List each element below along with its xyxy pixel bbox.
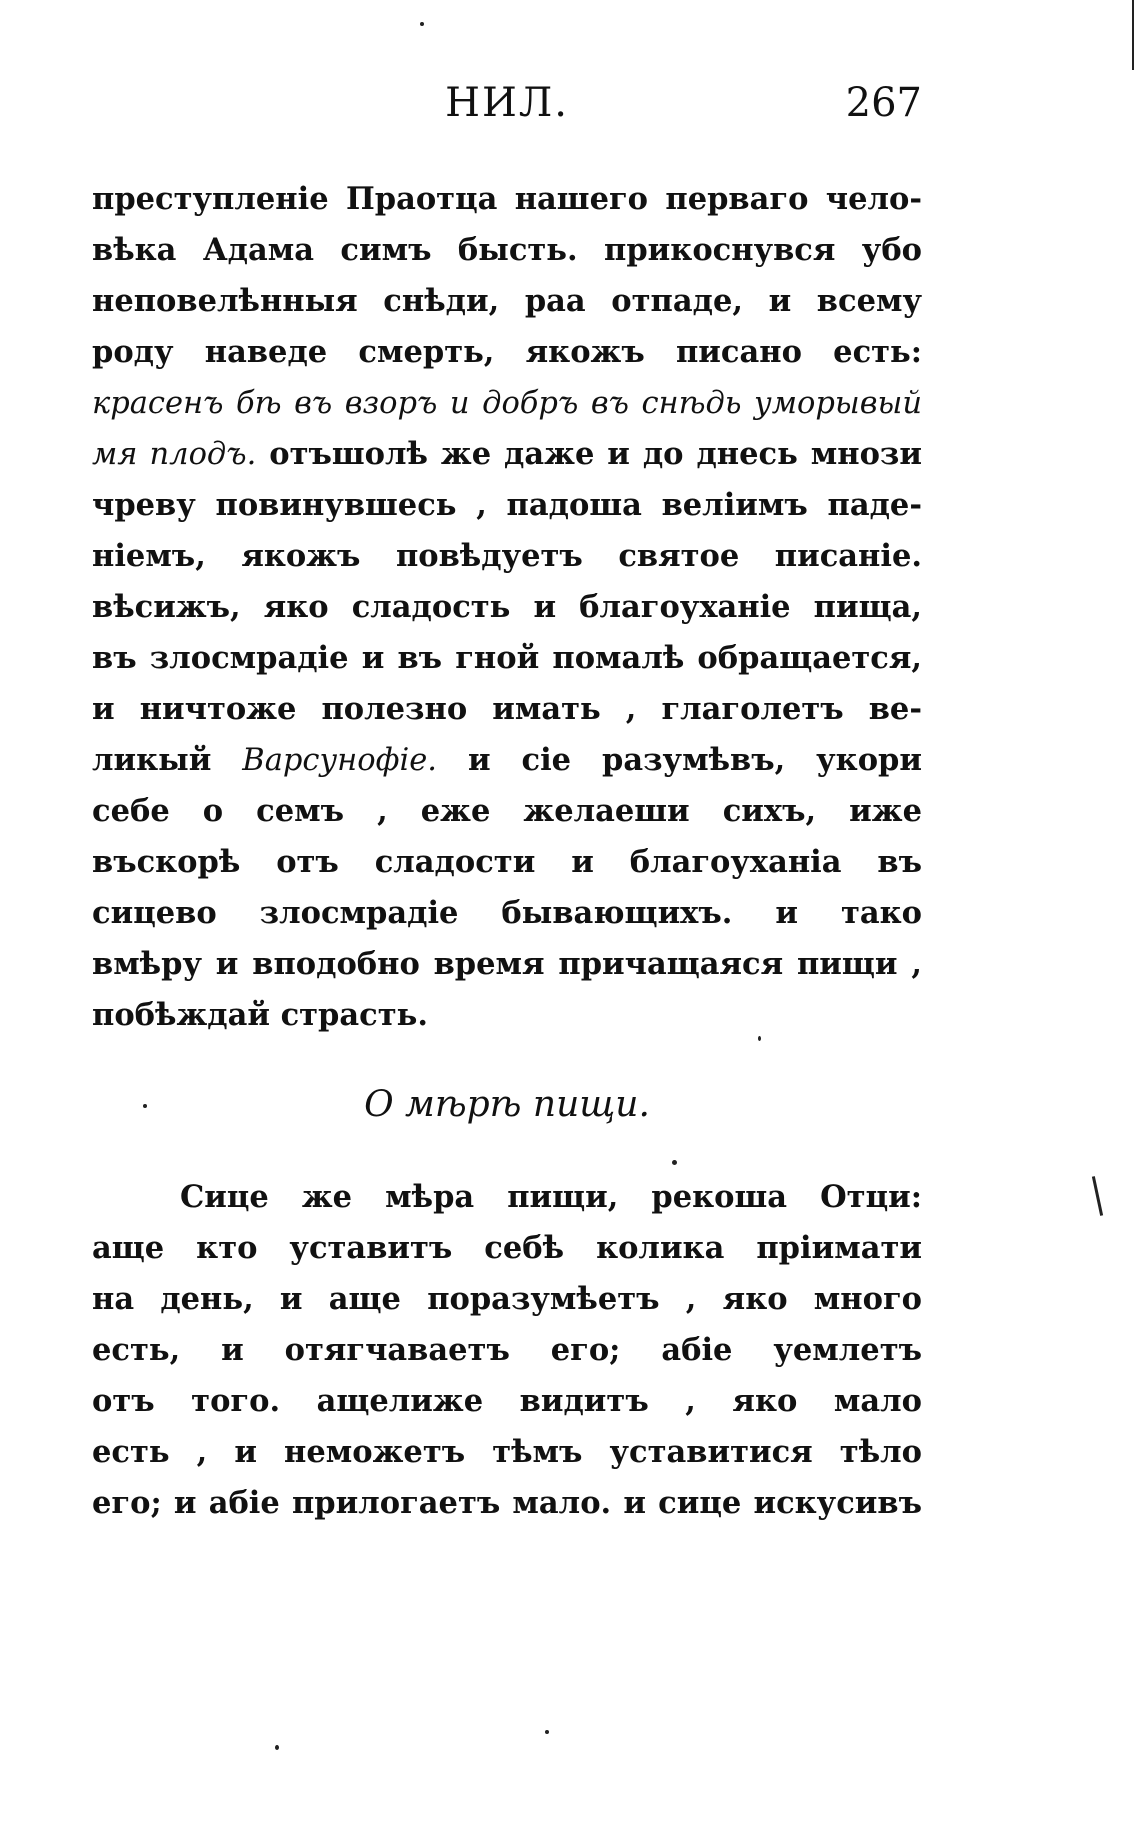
text-span: ликый bbox=[92, 742, 243, 778]
text-line bbox=[92, 429, 922, 480]
text-line: роду наведе смерть, якожъ писано есть: bbox=[92, 334, 922, 370]
text-span: и сіе разумѣвъ, укори bbox=[437, 742, 922, 778]
scan-speck bbox=[420, 22, 424, 26]
paragraph-2 bbox=[92, 1172, 922, 1529]
italic-name: Варсунофіе. bbox=[242, 743, 438, 778]
scan-edge-mark bbox=[1132, 0, 1134, 70]
text-line: побѣждай страсть. bbox=[92, 997, 428, 1033]
text-line: въскорѣ отъ сладости и благоуханіа въ bbox=[92, 844, 922, 880]
text-span: отъшолѣ же даже и до днесь мнози bbox=[256, 436, 922, 472]
page-number: 267 bbox=[845, 80, 922, 126]
text-line: вѣсижъ, яко сладость и благоуханіе пища, bbox=[92, 589, 922, 625]
text-line: и ничтоже полезно имать , глаголетъ ве- bbox=[92, 691, 922, 727]
text-line: въ злосмрадіе и въ гной помалѣ обращается, bbox=[92, 640, 922, 676]
text-line: чреву повинувшесь , падоша веліимъ паде- bbox=[92, 487, 922, 523]
scan-speck bbox=[143, 1104, 147, 1108]
text-line bbox=[92, 735, 922, 786]
scan-speck bbox=[545, 1730, 549, 1734]
text-line: преступленіе Праотца нашего перваго чело- bbox=[92, 181, 922, 217]
text-line-italic: красенъ бѣ въ взоръ и добръ въ снѣдь уморывый bbox=[92, 386, 922, 421]
text-line: его; и абіе прилогаетъ мало. и сице искусивъ bbox=[92, 1485, 922, 1521]
text-line: себе о семъ , еже желаеши сихъ, иже bbox=[92, 793, 922, 829]
text-line: Сице же мѣра пищи, рекоша Отци: bbox=[180, 1179, 922, 1215]
text-line: вмѣру и вподобно время причащаяся пищи , bbox=[92, 946, 922, 982]
scan-speck bbox=[672, 1160, 677, 1165]
text-line: аще кто уставитъ себѣ колика пріимати bbox=[92, 1230, 922, 1266]
paragraph-1 bbox=[92, 174, 922, 1041]
italic-phrase: мя плодъ. bbox=[92, 437, 257, 472]
text-line: на день, и аще поразумѣетъ , яко много bbox=[92, 1281, 922, 1317]
text-line: сицево злосмрадіе бывающихъ. и тако bbox=[92, 895, 922, 931]
text-line: вѣка Адама симъ бысть. прикоснувся убо bbox=[92, 232, 922, 268]
scan-edge-mark bbox=[1092, 1176, 1103, 1216]
page-header bbox=[92, 80, 922, 140]
scan-speck bbox=[275, 1745, 279, 1750]
text-line: отъ того. ащелиже видитъ , яко мало bbox=[92, 1383, 922, 1419]
running-head: НИЛ. bbox=[445, 80, 569, 126]
section-title: О мѣрѣ пищи. bbox=[364, 1084, 650, 1125]
text-line: есть , и неможетъ тѣмъ уставитися тѣло bbox=[92, 1434, 922, 1470]
text-line: ніемъ, якожъ повѣдуетъ святое писаніе. bbox=[92, 538, 922, 574]
text-line: неповелѣнныя снѣди, раа отпаде, и всему bbox=[92, 283, 922, 319]
text-line: есть, и отягчаваетъ его; абіе уемлетъ bbox=[92, 1332, 922, 1368]
scan-speck bbox=[758, 1036, 761, 1041]
